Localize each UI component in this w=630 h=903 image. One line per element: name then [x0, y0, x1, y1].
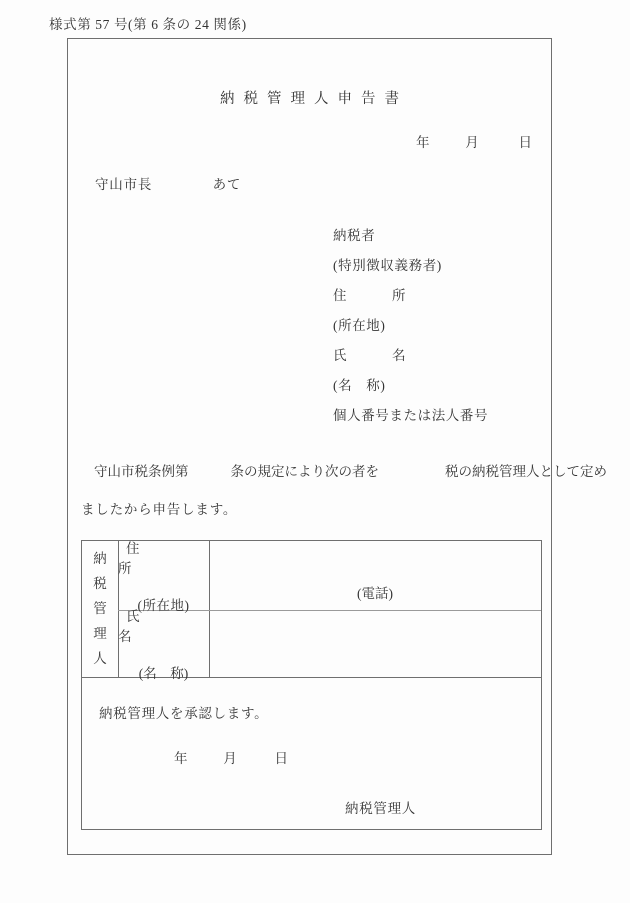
- approval-date-year-label: 年: [174, 751, 189, 766]
- approval-date-line: [174, 747, 289, 767]
- date-day-label: 日: [518, 135, 533, 150]
- table-address-label-sub: (所在地): [137, 598, 190, 613]
- tax-manager-table: [81, 540, 542, 830]
- page-title: 納税管理人申告書: [220, 91, 408, 107]
- taxpayer-block: [333, 221, 488, 431]
- addressee-recipient: 守山市長: [95, 177, 153, 192]
- declaration-paragraph: [81, 453, 607, 529]
- form-sheet-frame: [67, 38, 607, 855]
- table-name-label-main: 氏 名: [118, 609, 185, 644]
- phone-label: (電話): [357, 586, 393, 601]
- table-row-name-label: [118, 609, 209, 681]
- vertical-label-char-2: 税: [93, 576, 107, 592]
- taxpayer-name-sub-label: (名 称): [333, 378, 386, 393]
- date-month-label: 月: [465, 135, 480, 150]
- tax-manager-vertical-label: [82, 541, 118, 677]
- ordinance-clause-middle: 条の規定により次の者を: [230, 464, 379, 479]
- taxpayer-address-label: 住 所: [333, 288, 422, 303]
- addressee-honorific: あて: [212, 177, 242, 192]
- table-row-address-label: [118, 541, 209, 613]
- vertical-label-char-4: 理: [93, 626, 107, 642]
- addressee-line: [95, 173, 241, 193]
- ordinance-clause-prefix: 守山市税条例第: [94, 464, 189, 479]
- table-name-label-sub: (名 称): [138, 666, 189, 681]
- approval-section: [82, 677, 541, 829]
- table-row-name-value[interactable]: [209, 610, 541, 677]
- taxpayer-special-collector-label: (特別徴収義務者): [333, 258, 442, 273]
- approval-date-month-label: 月: [223, 751, 238, 766]
- approval-date-day-label: 日: [274, 751, 289, 766]
- ordinance-clause-suffix: 税の納税管理人として定め: [445, 464, 607, 479]
- taxpayer-address-sub-label: (所在地): [333, 318, 386, 333]
- vertical-label-char-3: 管: [93, 601, 107, 617]
- taxpayer-number-label: 個人番号または法人番号: [333, 408, 489, 423]
- table-address-label-main: 住 所: [118, 541, 185, 576]
- form-code-label: 様式第 57 号(第 6 条の 24 関係): [49, 17, 247, 32]
- vertical-label-char-5: 人: [93, 651, 107, 667]
- date-year-label: 年: [416, 135, 431, 150]
- vertical-label-char-1: 納: [93, 551, 107, 567]
- declaration-line-2: ましたから申告します。: [81, 502, 238, 517]
- submission-date-line: [416, 131, 533, 151]
- approval-statement: 納税管理人を承認します。: [99, 706, 269, 721]
- declaration-line-1: [81, 453, 607, 491]
- taxpayer-name-label: 氏 名: [333, 348, 422, 363]
- table-row-address-value[interactable]: [209, 541, 541, 610]
- approval-signature-label: 納税管理人: [345, 801, 416, 816]
- taxpayer-role-label: 納税者: [333, 228, 376, 243]
